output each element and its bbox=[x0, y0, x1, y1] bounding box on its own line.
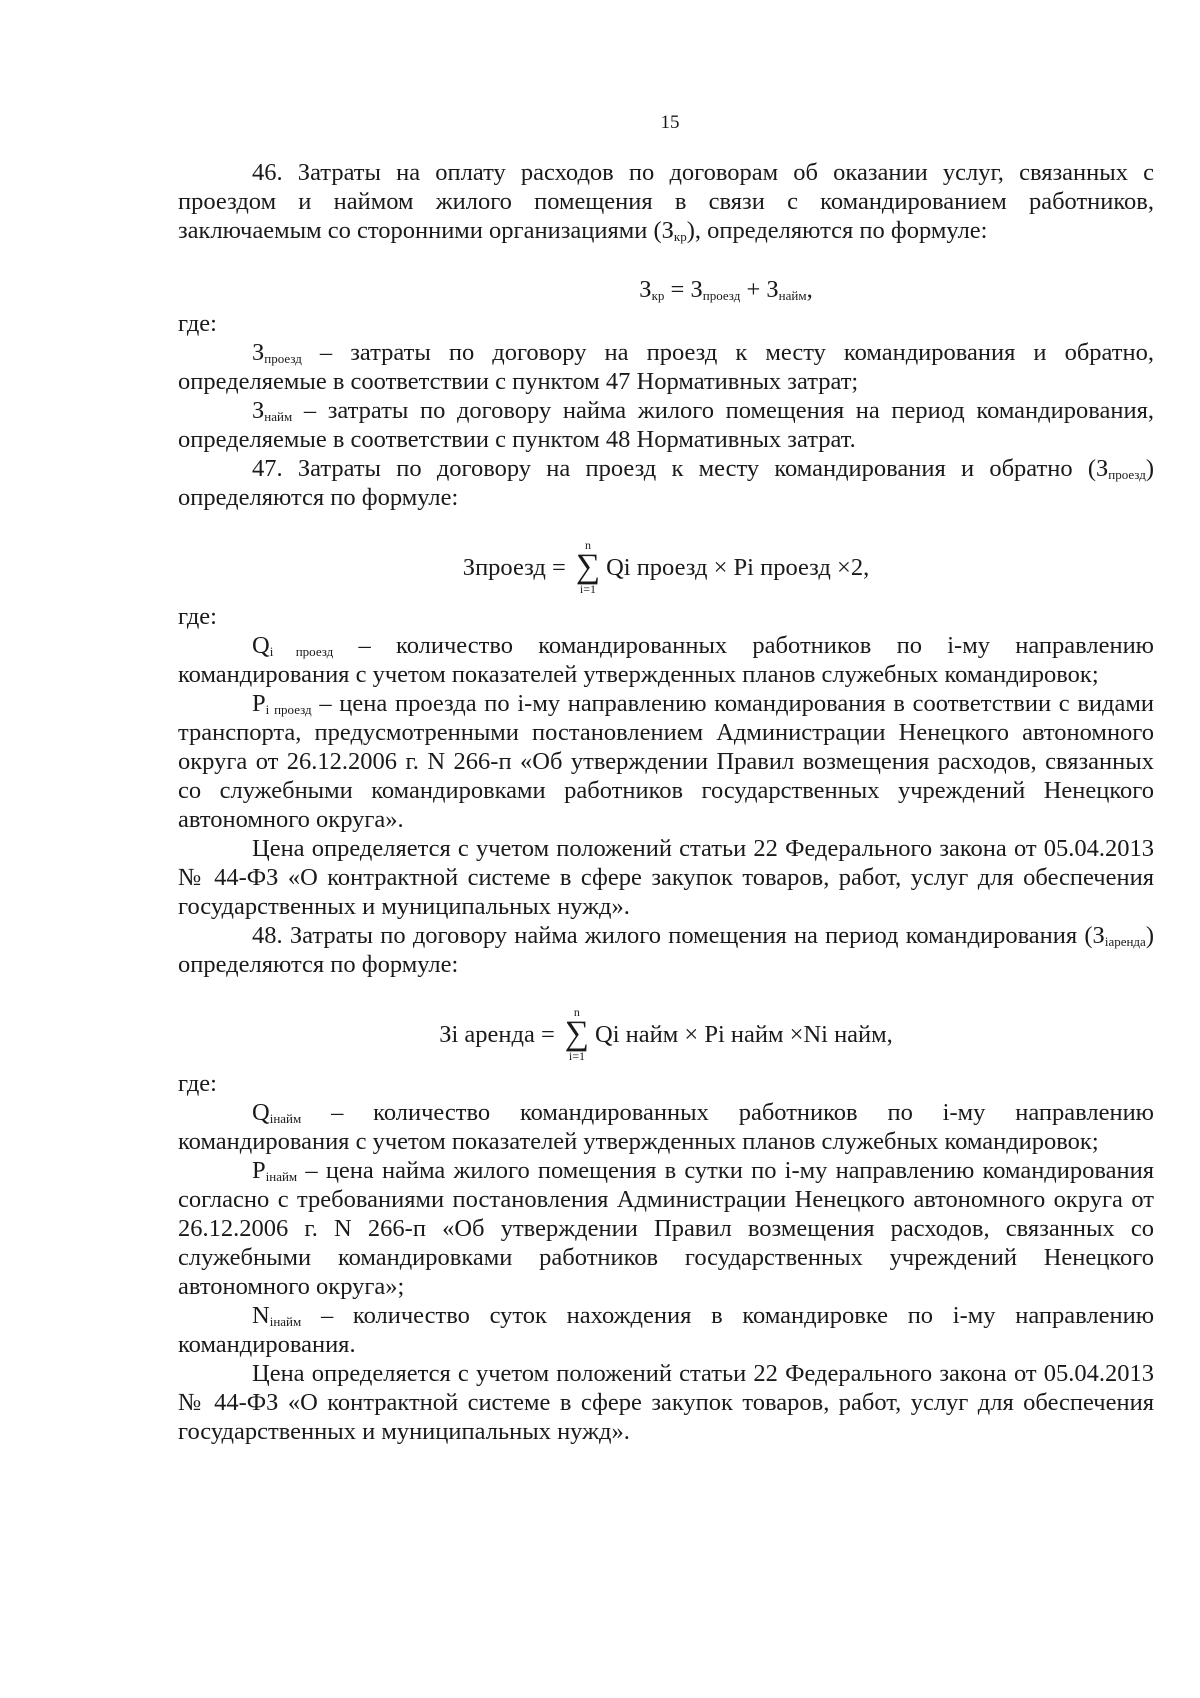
sum-operator-2 bbox=[565, 1005, 589, 1063]
sigma-symbol-2: ∑ bbox=[564, 1015, 590, 1052]
formula1-eq: = З bbox=[664, 276, 703, 303]
definition-n-naim bbox=[178, 1301, 1154, 1359]
definition-z-proezd bbox=[178, 338, 1154, 396]
formula-zkr bbox=[178, 275, 1154, 309]
def-q-naim-q: Q bbox=[252, 1099, 270, 1126]
def-naim-text: – затраты по договору найма жилого помещения на период командирования, определяемые в соответствии с пунктом 48 Нормативных затрат. bbox=[178, 397, 1154, 453]
definition-z-naim bbox=[178, 396, 1154, 454]
def-n-naim-text: – количество суток нахождения в командировке по i-му направлению командирования. bbox=[178, 1302, 1154, 1358]
p47-text-a: 47. Затраты по договору на проезд к месту командирования и обратно (З bbox=[252, 455, 1109, 482]
sum-upper-limit-2: n bbox=[573, 1005, 580, 1019]
p46-text-b: ), определяются по формуле: bbox=[686, 217, 988, 244]
formula-arenda bbox=[178, 1005, 1154, 1063]
formula2-rhs: Qi проезд × Pi проезд ×2, bbox=[606, 553, 870, 581]
sum-lower-limit: i=1 bbox=[579, 582, 596, 596]
definition-q-naim bbox=[178, 1098, 1154, 1156]
p46-text-a: 46. Затраты на оплату расходов по договорам об оказании услуг, связанных с проездом и наймом жилого помещения в связи с командированием работников, заключаемым со сторонними организациями (З bbox=[178, 159, 1154, 244]
def-naim-sub: найм bbox=[264, 409, 293, 424]
formula1-b-sub: найм bbox=[778, 288, 807, 303]
sum-lower-limit-2: i=1 bbox=[568, 1049, 585, 1063]
definition-p-proezd bbox=[178, 689, 1154, 834]
def-p-proezd-sub: i проезд bbox=[265, 702, 312, 717]
def-p-naim-p: P bbox=[252, 1157, 266, 1184]
p47-text-b: ) определяются по формуле: bbox=[178, 455, 1154, 511]
def-q-naim-sub: iнайм bbox=[269, 1111, 302, 1126]
p48-text-b: ) определяются по формуле: bbox=[178, 922, 1154, 978]
where-label-3: где: bbox=[178, 1070, 217, 1097]
def-q-proezd-q: Q bbox=[252, 632, 270, 659]
def-q-proezd-sub: i проезд bbox=[269, 644, 334, 659]
paragraph-47 bbox=[178, 454, 1154, 512]
p48-text-a: 48. Затраты по договору найма жилого помещения на период командирования (З bbox=[252, 922, 1105, 949]
def-n-naim-sub: iнайм bbox=[269, 1314, 302, 1329]
p48-sub: iаренда bbox=[1104, 934, 1146, 949]
sum-upper-limit: n bbox=[584, 538, 591, 552]
def-proezd-z: З bbox=[252, 339, 265, 366]
definition-q-proezd bbox=[178, 631, 1154, 689]
def-naim-z: З bbox=[252, 397, 265, 424]
formula1-z-sub: кр bbox=[651, 288, 665, 303]
page-number: 15 bbox=[660, 112, 680, 133]
def-q-proezd-text: – количество командированных работников по i-му направлению командирования с учетом показателей утвержденных планов служебных командировок; bbox=[178, 632, 1154, 688]
formula2-lhs: Зпроезд = bbox=[462, 553, 566, 581]
sigma-symbol: ∑ bbox=[575, 548, 601, 585]
formula1-plus: + З bbox=[740, 276, 779, 303]
formula3-rhs: Qi найм × Pi найм ×Ni найм, bbox=[595, 1020, 893, 1048]
sum-operator bbox=[576, 538, 600, 596]
def-proezd-text: – затраты по договору на проезд к месту командирования и обратно, определяемые в соответствии с пунктом 47 Нормативных затрат; bbox=[178, 339, 1154, 395]
formula1-a-sub: проезд bbox=[702, 288, 741, 303]
document-body bbox=[178, 158, 1154, 1446]
formula-proezd bbox=[178, 538, 1154, 596]
def-proezd-sub: проезд bbox=[264, 351, 302, 366]
where-label-1: где: bbox=[178, 310, 217, 337]
formula1-tail: , bbox=[806, 276, 813, 303]
p47-sub: проезд bbox=[1108, 467, 1146, 482]
price-note-1: Цена определяется с учетом положений статьи 22 Федерального закона от 05.04.2013 № 44-ФЗ «О контрактной системе в сфере закупок товаров, работ, услуг для обеспечения государственных и муниципальных нужд». bbox=[178, 835, 1154, 920]
formula3-lhs: Зi аренда = bbox=[439, 1020, 555, 1048]
def-p-naim-sub: iнайм bbox=[265, 1169, 298, 1184]
where-label-2: где: bbox=[178, 603, 217, 630]
def-n-naim-n: N bbox=[252, 1302, 270, 1329]
def-q-naim-text: – количество командированных работников по i-му направлению командирования с учетом показателей утвержденных планов служебных командировок; bbox=[178, 1099, 1154, 1155]
p46-sub: кр bbox=[673, 229, 687, 244]
paragraph-46 bbox=[178, 158, 1154, 245]
formula1-z: З bbox=[639, 276, 652, 303]
def-p-proezd-p: P bbox=[252, 690, 266, 717]
def-p-naim-text: – цена найма жилого помещения в сутки по i-му направлению командирования согласно с требованиями постановления Администрации Ненецкого автономного округа от 26.12.2006 г. N 266-п «Об утверждении Правил возмещения расходов, связанных со служебными командировками работников государственных учреждений Ненецкого автономного округа»; bbox=[178, 1157, 1154, 1300]
price-note-2: Цена определяется с учетом положений статьи 22 Федерального закона от 05.04.2013 № 44-ФЗ «О контрактной системе в сфере закупок товаров, работ, услуг для обеспечения государственных и муниципальных нужд». bbox=[178, 1360, 1154, 1445]
definition-p-naim bbox=[178, 1156, 1154, 1301]
def-p-proezd-text: – цена проезда по i-му направлению командирования в соответствии с видами транспорта, предусмотренными постановлением Администрации Ненецкого автономного округа от 26.12.2006 г. N 266-п «Об утверждении Правил возмещения расходов, связанных со служебными командировками работников государственных учреждений Ненецкого автономного округа». bbox=[178, 690, 1154, 833]
paragraph-48 bbox=[178, 921, 1154, 979]
